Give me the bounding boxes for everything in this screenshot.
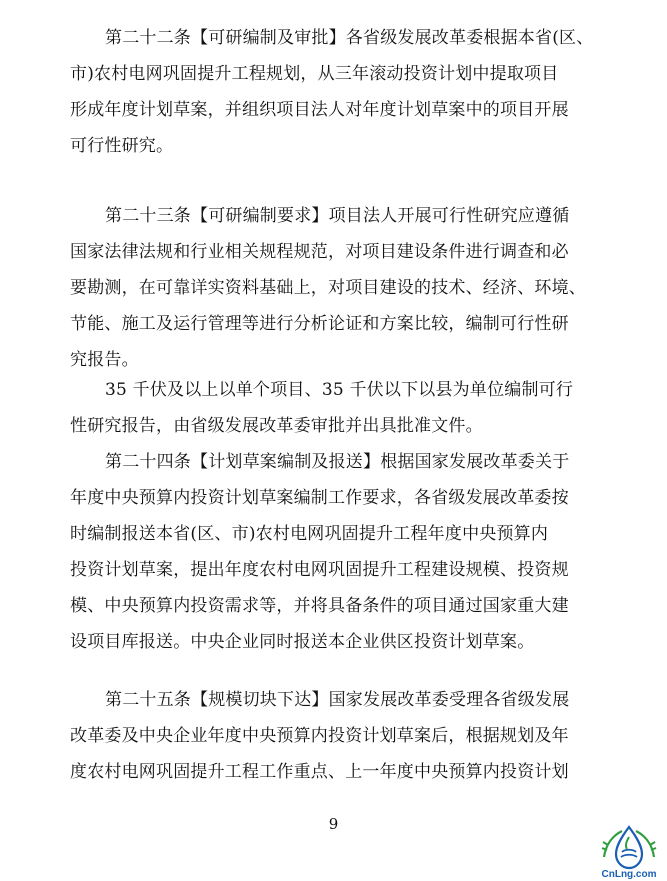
text-line: 性研究报告，由省级发展改革委审批并出具批准文件。 <box>70 416 483 436</box>
text-line: 投资计划草案，提出年度农村电网巩固提升工程建设规模、投资规 <box>70 560 569 580</box>
text-line: 第二十二条【可研编制及审批】各省级发展改革委根据本省(区、 <box>105 28 594 48</box>
text-line: 度农村电网巩固提升工程工作重点、上一年度中央预算内投资计划 <box>70 762 569 782</box>
text-line: 第二十五条【规模切块下达】国家发展改革委受理各省级发展 <box>105 690 570 710</box>
article-22-paragraph <box>70 20 594 164</box>
site-logo <box>596 823 662 879</box>
text-line: 设项目库报送。中央企业同时报送本企业供区投资计划草案。 <box>70 632 535 652</box>
text-line: 时编制报送本省(区、市)农村电网巩固提升工程年度中央预算内 <box>70 524 549 544</box>
text-line: 市)农村电网巩固提升工程规划，从三年滚动投资计划中提取项目 <box>70 64 559 84</box>
logo-text: CnLng.com <box>601 869 657 879</box>
article-24-paragraph <box>70 444 590 660</box>
text-line: 形成年度计划草案，并组织项目法人对年度计划草案中的项目开展 <box>70 100 569 120</box>
page-number: 9 <box>328 815 339 833</box>
text-line: 国家法律法规和行业相关规程规范，对项目建设条件进行调查和必 <box>70 242 569 262</box>
text-line: 第二十四条【计划草案编制及报送】根据国家发展改革委关于 <box>105 452 570 472</box>
text-line: 究报告。 <box>70 350 139 370</box>
article-23-paragraph <box>70 198 590 378</box>
leaf-water-drop-icon <box>602 827 656 868</box>
text-line: 可行性研究。 <box>70 136 174 156</box>
text-line: 改革委及中央企业年度中央预算内投资计划草案后，根据规划及年 <box>70 726 569 746</box>
text-line: 第二十三条【可研编制要求】项目法人开展可行性研究应遵循 <box>105 206 570 226</box>
text-line: 节能、施工及运行管理等进行分析论证和方案比较，编制可行性研 <box>70 314 569 334</box>
text-line: 要勘测，在可靠详实资料基础上，对项目建设的技术、经济、环境、 <box>70 278 586 298</box>
voltage-scope-paragraph <box>70 372 590 444</box>
text-line: 35 千伏及以上以单个项目、35 千伏以下以县为单位编制可行 <box>105 380 574 400</box>
text-line: 模、中央预算内投资需求等，并将具备条件的项目通过国家重大建 <box>70 596 569 616</box>
text-line: 年度中央预算内投资计划草案编制工作要求，各省级发展改革委按 <box>70 488 569 508</box>
article-25-paragraph <box>70 682 590 790</box>
